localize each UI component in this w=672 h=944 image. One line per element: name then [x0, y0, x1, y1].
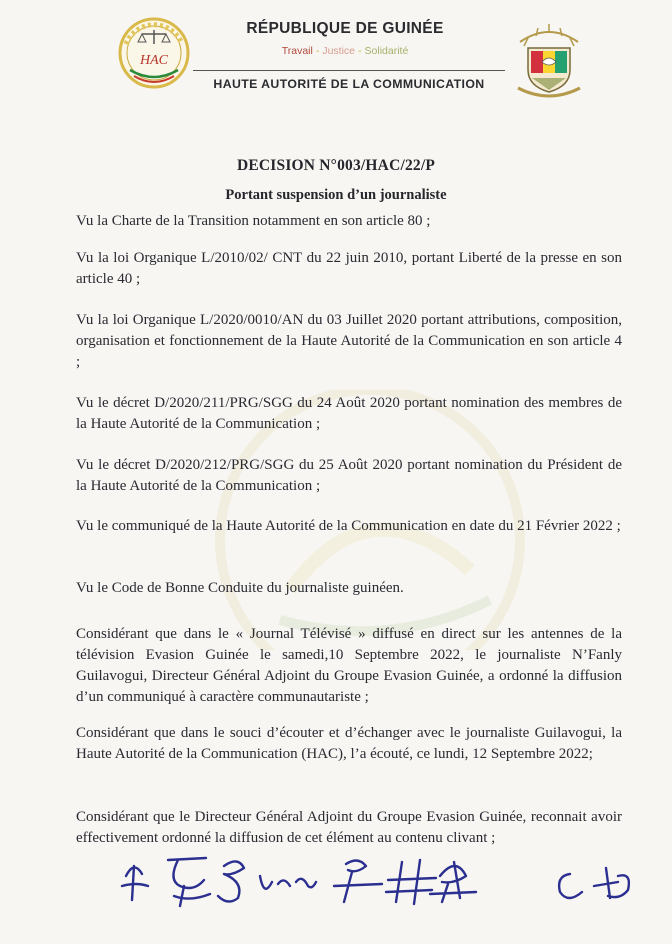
header-divider — [193, 70, 505, 71]
national-motto — [200, 45, 490, 57]
authority-name: HAUTE AUTORITÉ DE LA COMMUNICATION — [213, 77, 485, 91]
paragraph-loi-2020: Vu la loi Organique L/2020/0010/AN du 03 Juillet 2020 portant attributions, composition, organisation et fonctionnement de la Haute Autorité de la Communication en son article 4 ; — [76, 312, 622, 370]
paragraph-charte: Vu la Charte de la Transition notamment en son article 80 ; — [76, 213, 431, 229]
decision-title: DECISION N°003/HAC/22/P — [236, 157, 436, 174]
paragraph-communique: Vu le communiqué de la Haute Autorité de la Communication en date du 21 Février 2022 ; — [76, 518, 621, 534]
motto-solidarite: Solidarité — [364, 45, 409, 57]
paragraph-considerant-2: Considérant que dans le souci d’écouter et d’échanger avec le journaliste Guilavogui, la Haute Autorité de la Communication (HAC), l’a écouté, ce lundi, 12 Septembre 2022; — [76, 725, 622, 762]
paragraph-decret-211: Vu le décret D/2020/211/PRG/SGG du 24 Août 2020 portant nomination des membres de la Haute Autorité de la Communication ; — [76, 395, 622, 432]
motto-separator-1: - — [315, 45, 320, 57]
motto-separator-2: - — [358, 45, 362, 57]
decision-subtitle: Portant suspension d’un journaliste — [225, 187, 447, 203]
paragraph-considerant-1: Considérant que dans le « Journal Télévisé » diffusé en direct sur les antennes de la télévision Evasion Guinée le samedi,10 Septembre 2022, le journaliste N’Fanly Guilavogui, Directeur Général Adjoint du Groupe Evasion Guinée, a ordonné la diffusion d’un communiqué à caractère communautariste ; — [76, 626, 622, 705]
guinea-coat-of-arms — [514, 18, 584, 100]
paragraph-considerant-3: Considérant que le Directeur Général Adjoint du Groupe Evasion Guinée, reconnait avoir effectivement ordonné la diffusion de cet élément au contenu clivant ; — [76, 809, 622, 846]
paragraph-decret-212: Vu le décret D/2020/212/PRG/SGG du 25 Août 2020 portant nomination du Président de la Haute Autorité de la Communication ; — [76, 457, 622, 494]
signatures — [120, 846, 640, 916]
paragraph-code-conduite: Vu le Code de Bonne Conduite du journaliste guinéen. — [76, 580, 404, 596]
country-name: RÉPUBLIQUE DE GUINÉE — [246, 20, 444, 37]
hac-logo — [112, 14, 196, 92]
motto-justice: Justice — [322, 45, 356, 57]
hac-logo-text: HAC — [140, 53, 168, 68]
motto-travail: Travail — [281, 45, 313, 57]
paragraph-loi-2010: Vu la loi Organique L/2010/02/ CNT du 22 juin 2010, portant Liberté de la presse en son article 40 ; — [76, 250, 622, 287]
